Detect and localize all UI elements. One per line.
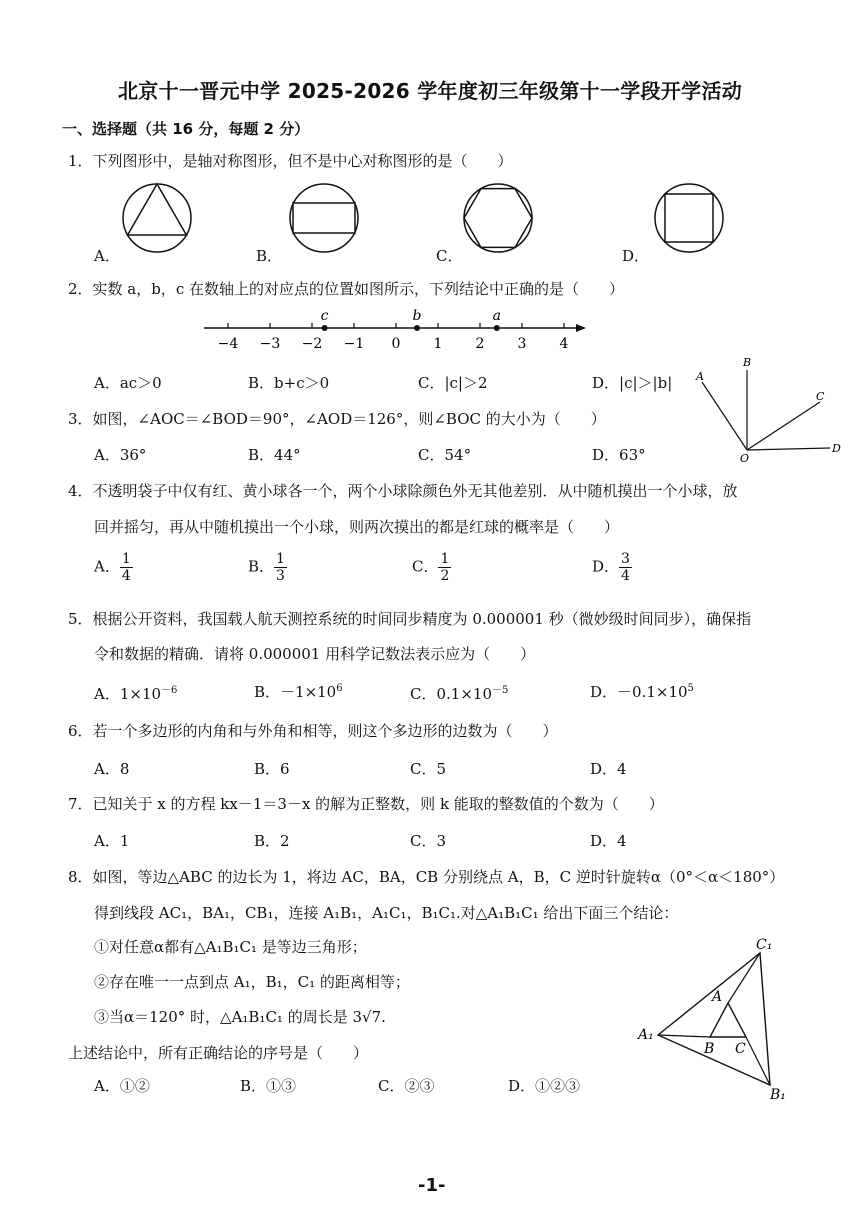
point-label-a: a	[492, 308, 501, 324]
question-2-option-a: A．ac＞0	[94, 374, 162, 392]
question-3-option-d: D．63°	[592, 446, 646, 464]
question-6-option-a: A．8	[94, 760, 130, 778]
point-c	[322, 325, 328, 331]
point-label-b: b	[412, 308, 422, 324]
label-c1: C₁	[756, 937, 773, 953]
question-6-stem: 6．若一个多边形的内角和与外角和相等，则这个多边形的边数为（ ）	[68, 722, 558, 740]
arrow-right-icon	[576, 324, 586, 332]
question-3-option-b: B．44°	[248, 446, 301, 464]
page-number: -1-	[418, 1175, 446, 1196]
tick-label: −3	[259, 336, 281, 352]
rotated-triangle-figure	[630, 935, 830, 1105]
question-7-option-d: D．4	[590, 832, 627, 850]
tick-label: −2	[301, 336, 323, 352]
question-5-line-1: 5．根据公开资料，我国载人航天测控系统的时间同步精度为 0.000001 秒（微妙级时间同步），确保指	[68, 610, 752, 628]
question-1-stem: 1．下列图形中，是轴对称图形，但不是中心对称图形的是（ ）	[68, 152, 513, 170]
label-c: C	[735, 1041, 746, 1057]
question-6-option-b: B．6	[254, 760, 290, 778]
circle-triangle-figure	[123, 184, 191, 252]
conclusion-2: ②存在唯一一点到点 A₁，B₁，C₁ 的距离相等；	[94, 973, 410, 991]
question-5-line-2: 令和数据的精确．请将 0.000001 用科学记数法表示应为（ ）	[94, 645, 536, 663]
question-2-option-c: C．|c|＞2	[418, 374, 488, 392]
question-3-option-a: A．36°	[94, 446, 147, 464]
circle-rectangle-figure	[290, 184, 358, 252]
question-4-line-1: 4．不透明袋子中仅有红、黄小球各一个，两个小球除颜色外无其他差别．从中随机摸出一个小球，放	[68, 482, 738, 500]
question-5-option-a: A．$1\times 10^{-6}$	[94, 685, 178, 703]
question-1-option-d: D．	[622, 247, 650, 265]
conclusion-1: ①对任意α都有△A₁B₁C₁ 是等边三角形；	[94, 938, 367, 956]
question-4-line-2: 回并摇匀，再从中随机摸出一个小球，则两次摸出的都是红球的概率是（ ）	[94, 518, 620, 536]
tick-label: 0	[391, 336, 401, 352]
tick-label: −1	[343, 336, 365, 352]
number-line	[200, 300, 590, 356]
label-o: O	[740, 452, 750, 465]
label-a: A	[696, 370, 704, 383]
section-heading: 一、选择题（共 16 分，每题 2 分）	[62, 120, 310, 138]
label-b: B	[743, 356, 752, 369]
question-2-option-d: D．|c|＞|b|	[592, 374, 673, 392]
question-5-option-b: B．$-1\times 10^6$	[254, 683, 343, 701]
question-5-option-d: D．$-0.1\times 10^5$	[590, 683, 694, 701]
question-3-stem: 3．如图，∠AOC＝∠BOD＝90°，∠AOD＝126°，则∠BOC 的大小为（ ）	[68, 410, 606, 428]
tick-label: −4	[217, 336, 239, 352]
question-7-stem: 7．已知关于 x 的方程 kx－1＝3－x 的解为正整数，则 k 能取的整数值的个数为（ ）	[68, 795, 664, 813]
question-1-option-b: B．	[256, 247, 283, 265]
question-4-option-b: B． $\frac{1}{3}$	[248, 551, 285, 584]
question-1-option-a: A．	[94, 247, 120, 265]
question-6-option-c: C．5	[410, 760, 447, 778]
label-c: C	[816, 390, 825, 403]
question-2-stem: 2．实数 a，b，c 在数轴上的对应点的位置如图所示，下列结论中正确的是（ ）	[68, 280, 625, 298]
question-7-option-b: B．2	[254, 832, 290, 850]
question-4-option-a: A． $\frac{1}{4}$	[94, 551, 131, 584]
question-6-option-d: D．4	[590, 760, 627, 778]
page-title: 北京十一晋元中学 2025-2026 学年度初三年级第十一学段开学活动	[118, 79, 743, 103]
question-4-option-d: D． $\frac{3}{4}$	[592, 551, 630, 584]
question-8-line-1: 8．如图，等边△ABC 的边长为 1，将边 AC，BA，CB 分别绕点 A，B，C 逆时针旋转α（0°＜α＜180°）	[68, 868, 785, 886]
question-8-option-b: B．①③	[240, 1077, 297, 1095]
label-d: D	[832, 442, 841, 455]
question-8-ask: 上述结论中，所有正确结论的序号是（ ）	[68, 1044, 369, 1062]
question-8-line-2: 得到线段 AC₁，BA₁，CB₁，连接 A₁B₁，A₁C₁，B₁C₁.对△A₁B₁C₁ 给出下面三个结论：	[94, 904, 679, 922]
label-a1: A₁	[638, 1027, 654, 1043]
label-b: B	[704, 1041, 715, 1057]
question-1-option-c: C．	[436, 247, 463, 265]
question-7-option-c: C．3	[410, 832, 447, 850]
label-a: A	[712, 989, 723, 1005]
question-7-option-a: A．1	[94, 832, 130, 850]
angle-figure	[688, 352, 858, 467]
tick-label: 1	[433, 336, 443, 352]
tick-label: 3	[517, 336, 527, 352]
point-b	[414, 325, 420, 331]
point-label-c: c	[320, 308, 329, 324]
question-2-option-b: B．b+c＞0	[248, 374, 330, 392]
point-a	[494, 325, 500, 331]
circle-square-figure	[655, 184, 723, 252]
question-3-option-c: C．54°	[418, 446, 472, 464]
question-4-option-c: C． $\frac{1}{2}$	[412, 551, 450, 584]
question-8-option-d: D．①②③	[508, 1077, 581, 1095]
label-b1: B₁	[770, 1087, 786, 1103]
question-8-option-a: A．①②	[94, 1077, 150, 1095]
question-5-option-c: C．$0.1\times 10^{-5}$	[410, 685, 509, 703]
question-8-option-c: C．②③	[378, 1077, 435, 1095]
tick-label: 4	[559, 336, 569, 352]
conclusion-3: ③当α＝120° 时，△A₁B₁C₁ 的周长是 3√7.	[94, 1008, 386, 1026]
circle-hexagon-figure	[464, 184, 532, 252]
tick-label: 2	[475, 336, 485, 352]
